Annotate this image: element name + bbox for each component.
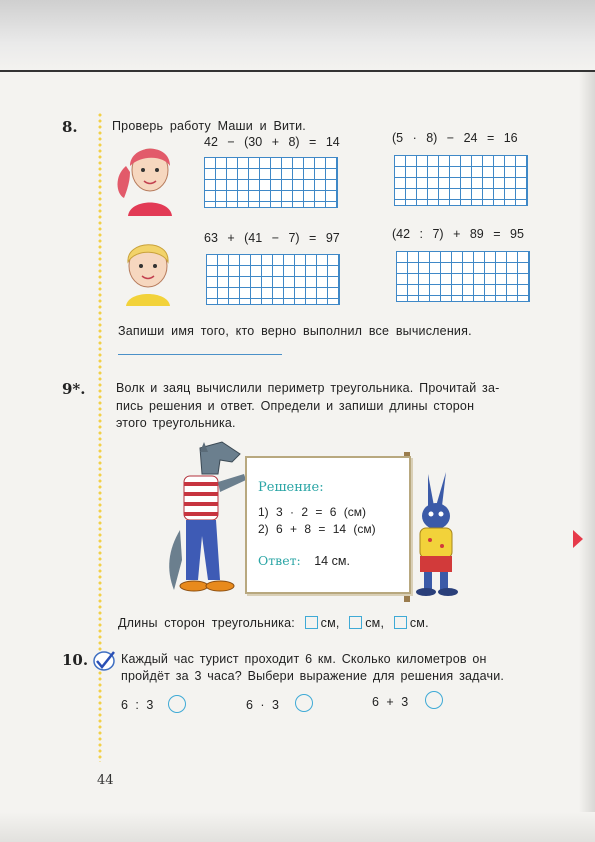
task-9-sides — [118, 616, 429, 631]
page-right-edge — [579, 72, 595, 842]
vitya-expression-1: 63 + (41 − 7) = 97 — [204, 231, 340, 245]
task-8-answer-line[interactable] — [118, 354, 282, 355]
board-step-1: 1) 3 · 2 = 6 (см) — [258, 505, 366, 519]
side-box-3[interactable] — [394, 616, 407, 629]
checkmark-icon — [92, 650, 116, 672]
option-2-label: 6 · 3 — [246, 698, 280, 712]
task-8-prompt: Запиши имя того, кто верно выполнил все вычисления. — [118, 324, 472, 338]
masha-expression-1: 42 − (30 + 8) = 14 — [204, 135, 340, 149]
masha-illustration — [112, 136, 184, 216]
page-bottom-edge — [0, 812, 595, 842]
task-10-number: 10. — [62, 651, 89, 669]
option-2-circle[interactable] — [295, 694, 313, 712]
masha-grid-1[interactable] — [204, 157, 338, 208]
task-8-number: 8. — [62, 118, 78, 136]
task-10-text-line-2: пройдёт за 3 часа? Выбери выражение для решения задачи. — [121, 669, 505, 683]
vitya-illustration — [112, 232, 184, 306]
board-step-2: 2) 6 + 8 = 14 (см) — [258, 522, 376, 536]
task-9-text-line-2: пись решения и ответ. Определи и запиши длины сторон — [116, 399, 475, 413]
vitya-expression-2: (42 : 7) + 89 = 95 — [392, 227, 524, 241]
side-box-2[interactable] — [349, 616, 362, 629]
page-top-edge — [0, 70, 595, 72]
page-marker-arrow — [573, 530, 583, 548]
board-answer-label: Ответ: — [258, 553, 301, 568]
option-3-circle[interactable] — [425, 691, 443, 709]
option-1-label: 6 : 3 — [121, 698, 154, 712]
side-unit-1: см, — [320, 616, 340, 630]
vitya-grid-2[interactable] — [396, 251, 530, 302]
task-9-number: 9*. — [62, 380, 86, 398]
option-1-circle[interactable] — [168, 695, 186, 713]
hare-illustration — [406, 470, 466, 600]
wolf-illustration — [160, 440, 248, 600]
task-9-text-line-3: этого треугольника. — [116, 416, 236, 430]
side-unit-3: см. — [409, 616, 429, 630]
page-number: 44 — [97, 773, 114, 788]
task-10-text-line-1: Каждый час турист проходит 6 км. Сколько километров он — [121, 652, 487, 666]
masha-grid-2[interactable] — [394, 155, 528, 206]
side-unit-2: см, — [365, 616, 385, 630]
side-box-1[interactable] — [305, 616, 318, 629]
task-9-text-line-1: Волк и заяц вычислили периметр треугольника. Прочитай за- — [116, 381, 500, 395]
page-top-shadow — [0, 0, 595, 72]
vitya-grid-1[interactable] — [206, 254, 340, 305]
task-8-instruction: Проверь работу Маши и Вити. — [112, 119, 306, 133]
board-answer — [258, 553, 350, 568]
board-title: Решение: — [258, 480, 324, 495]
board-answer-value: 14 см. — [314, 554, 350, 568]
option-3-label: 6 + 3 — [372, 695, 409, 709]
sides-label: Длины сторон треугольника: — [118, 616, 295, 630]
masha-expression-2: (5 · 8) − 24 = 16 — [392, 131, 518, 145]
